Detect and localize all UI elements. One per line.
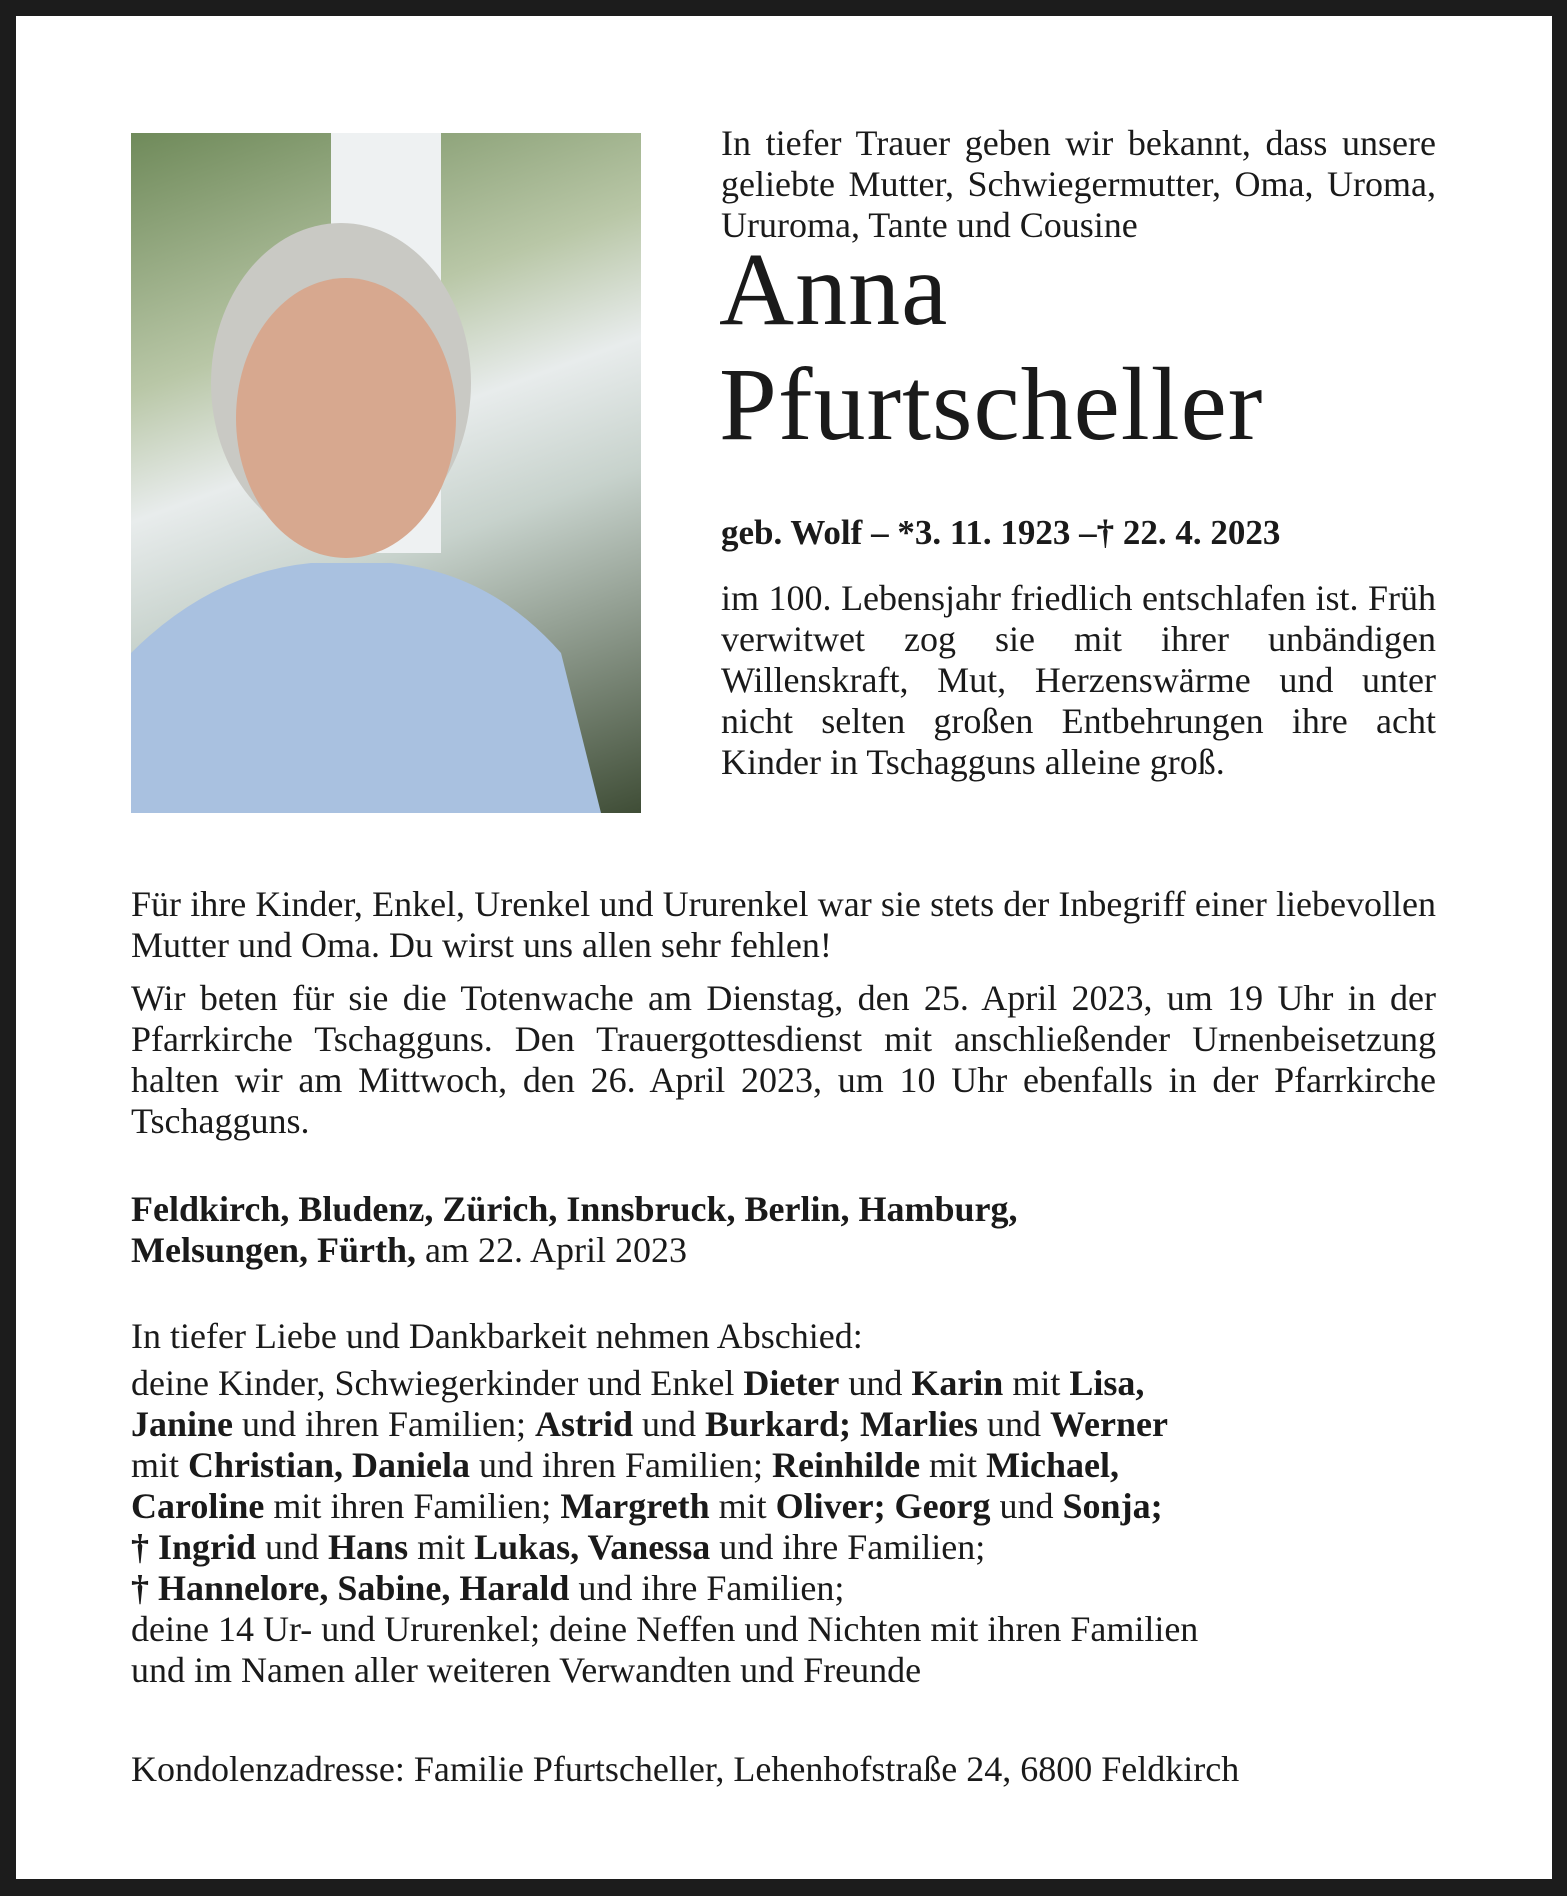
- intro-text: In tiefer Trauer geben wir bekannt, dass unsere geliebte Mutter, Schwiegermutter, Oma, Uroma, Ururoma, Tante und Cousine: [721, 123, 1436, 245]
- text-segment: und: [977, 1404, 1050, 1444]
- name-highlight: † Hannelore, Sabine, Harald: [131, 1568, 570, 1608]
- name-highlight: Lukas, Vanessa: [474, 1527, 711, 1567]
- text-segment: und: [256, 1527, 329, 1567]
- text-segment: und ihren Familien;: [470, 1445, 773, 1485]
- birth-death-dates: geb. Wolf – *3. 11. 1923 –† 22. 4. 2023: [721, 513, 1281, 552]
- name-highlight: Burkard; Marlies: [705, 1404, 978, 1444]
- name-highlight: Lisa,: [1069, 1363, 1145, 1403]
- obituary-card: [16, 16, 1552, 1879]
- text-segment: mit: [408, 1527, 475, 1567]
- name-highlight: Janine: [131, 1404, 234, 1444]
- name-highlight: Feldkirch, Bludenz, Zürich, Innsbruck, Berlin, Hamburg,: [131, 1189, 1018, 1229]
- name-highlight: Sonja;: [1062, 1486, 1163, 1526]
- text-segment: mit: [131, 1445, 189, 1485]
- deceased-last-name: Pfurtscheller: [719, 347, 1264, 462]
- name-highlight: Oliver; Georg: [775, 1486, 991, 1526]
- name-highlight: Astrid: [535, 1404, 633, 1444]
- text-segment: und ihre Familien;: [710, 1527, 986, 1567]
- deceased-first-name: Anna: [719, 232, 949, 347]
- text-segment: deine 14 Ur- und Ururenkel; deine Neffen und Nichten mit ihren Familien: [131, 1609, 1199, 1649]
- tribute-text: Für ihre Kinder, Enkel, Urenkel und Ururenkel war sie stets der Inbegriff einer liebevollen Mutter und Oma. Du wirst uns allen sehr fehlen!: [131, 884, 1436, 965]
- places-and-date: [131, 1189, 1436, 1271]
- farewell-intro: In tiefer Liebe und Dankbarkeit nehmen Abschied:: [131, 1316, 863, 1356]
- text-segment: und ihren Familien;: [233, 1404, 535, 1444]
- name-highlight: † Ingrid: [131, 1527, 257, 1567]
- name-highlight: Caroline: [131, 1486, 265, 1526]
- name-highlight: Melsungen, Fürth,: [131, 1230, 417, 1270]
- text-segment: mit: [1003, 1363, 1070, 1403]
- biography-text: im 100. Lebensjahr friedlich entschlafen ist. Früh verwitwet zog sie mit ihrer unbändigen Willenskraft, Mut, Herzenswärme und unter nicht selten großen Entbehrungen ihre acht Kinder in Tschagguns alleine groß.: [721, 578, 1436, 782]
- text-segment: und: [839, 1363, 912, 1403]
- funeral-services-text: Wir beten für sie die Totenwache am Dienstag, den 25. April 2023, um 19 Uhr in der Pfarrkirche Tschagguns. Den Trauergottesdienst mit anschließender Urnenbeisetzung halten wir am Mittwoch, den 26. April 2023, um 10 Uhr ebenfalls in der Pfarrkirche Tschagguns.: [131, 978, 1436, 1141]
- text-segment: mit ihren Familien;: [264, 1486, 561, 1526]
- text-segment: am 22. April 2023: [416, 1230, 687, 1270]
- text-segment: und: [633, 1404, 705, 1444]
- name-highlight: Christian, Daniela: [188, 1445, 471, 1485]
- name-highlight: Karin: [911, 1363, 1004, 1403]
- name-highlight: Margreth: [560, 1486, 710, 1526]
- name-highlight: Dieter: [743, 1363, 840, 1403]
- mourners-list: [131, 1363, 1451, 1691]
- name-highlight: Reinhilde: [772, 1445, 921, 1485]
- text-segment: und im Namen aller weiteren Verwandten und Freunde: [131, 1650, 922, 1690]
- name-highlight: Michael,: [986, 1445, 1120, 1485]
- text-segment: und ihre Familien;: [569, 1568, 845, 1608]
- text-segment: deine Kinder, Schwiegerkinder und Enkel: [131, 1363, 744, 1403]
- text-segment: mit: [709, 1486, 776, 1526]
- text-segment: und: [990, 1486, 1063, 1526]
- condolence-address: Kondolenzadresse: Familie Pfurtscheller, Lehenhofstraße 24, 6800 Feldkirch: [131, 1749, 1240, 1789]
- name-highlight: Hans: [328, 1527, 409, 1567]
- name-highlight: Werner: [1049, 1404, 1168, 1444]
- text-segment: mit: [920, 1445, 987, 1485]
- portrait-photo: [131, 133, 641, 813]
